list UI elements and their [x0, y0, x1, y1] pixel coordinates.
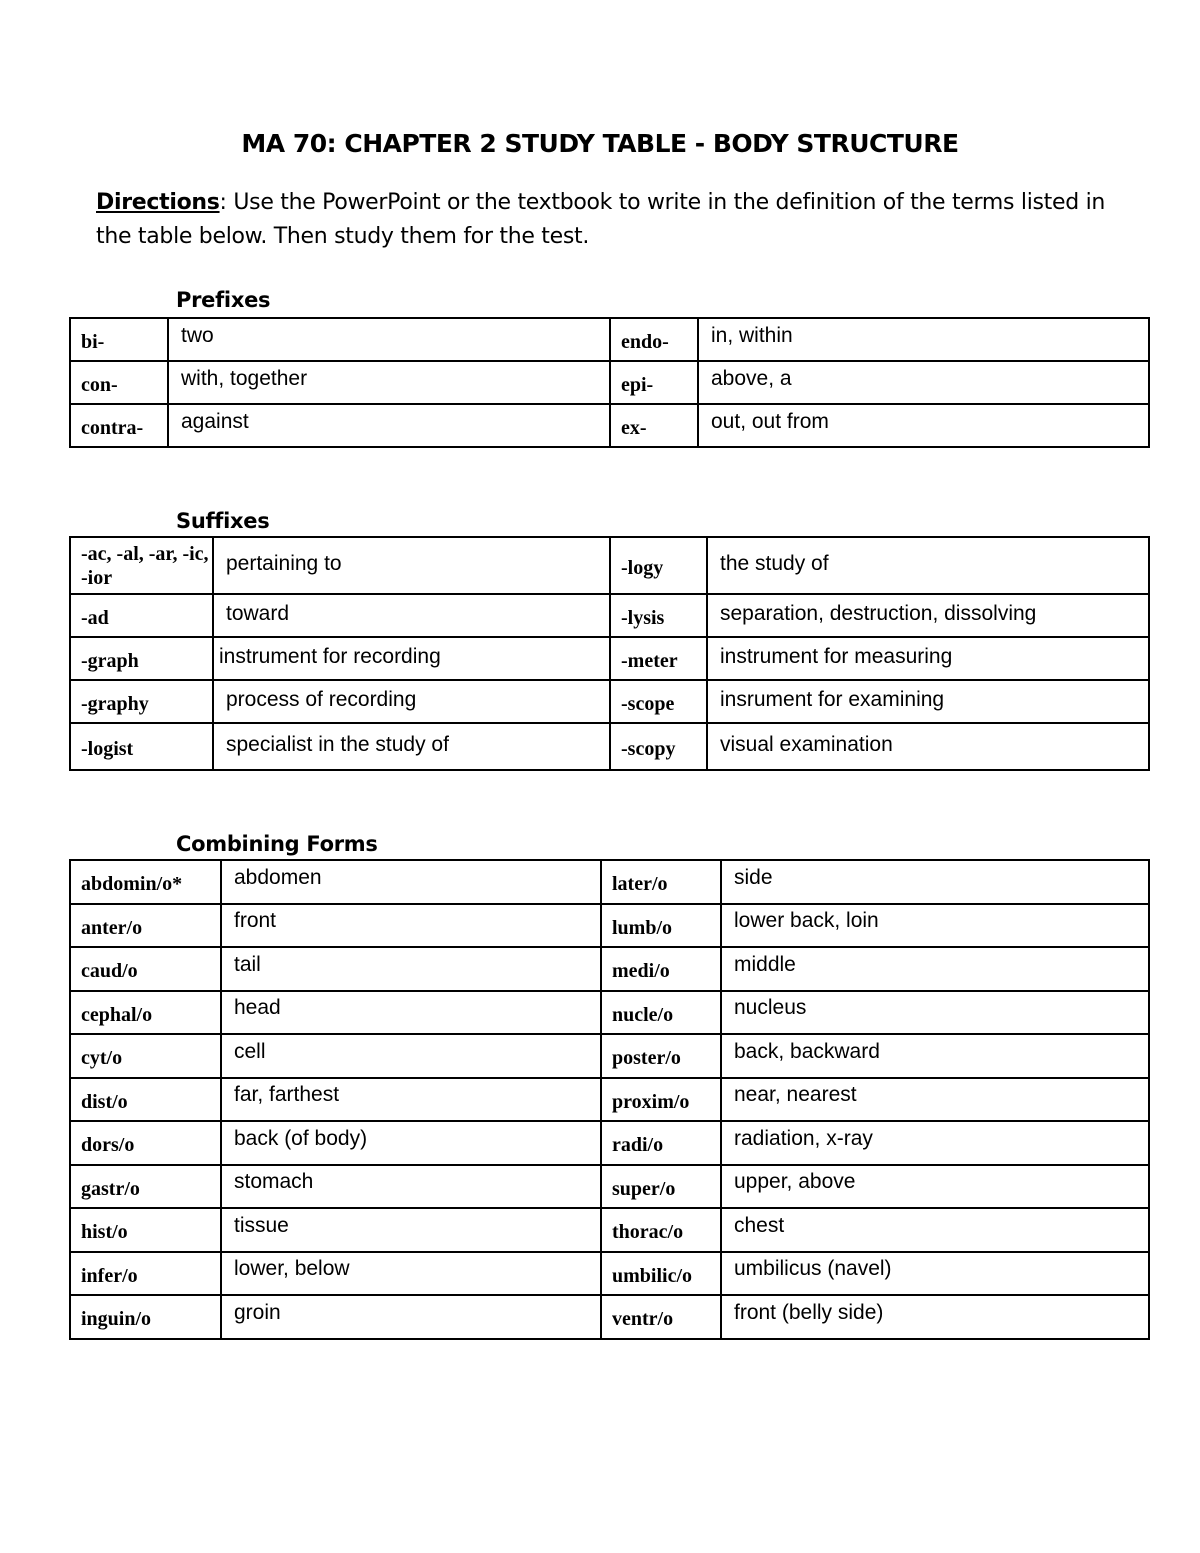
definition-cell[interactable]: head — [221, 991, 601, 1035]
term-cell: umbilic/o — [601, 1252, 721, 1296]
definition-cell[interactable]: two — [168, 318, 610, 361]
term-cell: -logist — [70, 723, 213, 770]
definition-cell[interactable]: front — [221, 904, 601, 948]
table-row — [70, 537, 1149, 594]
definition-cell[interactable]: upper, above — [721, 1165, 1149, 1209]
term-cell: hist/o — [70, 1208, 221, 1252]
term-cell: abdomin/o* — [70, 860, 221, 904]
term-cell: medi/o — [601, 947, 721, 991]
definition-cell[interactable]: middle — [721, 947, 1149, 991]
term-cell: -scope — [610, 680, 707, 723]
term-cell: poster/o — [601, 1034, 721, 1078]
table-row — [70, 361, 1149, 404]
definition-cell[interactable]: side — [721, 860, 1149, 904]
term-cell: cephal/o — [70, 991, 221, 1035]
term-cell: -scopy — [610, 723, 707, 770]
definition-cell[interactable]: pertaining to — [213, 537, 610, 594]
table-row — [70, 991, 1149, 1035]
definition-cell[interactable]: nucleus — [721, 991, 1149, 1035]
term-cell: -ac, -al, -ar, -ic, -ior — [70, 537, 213, 594]
term-cell: dors/o — [70, 1121, 221, 1165]
table-row — [70, 1165, 1149, 1209]
prefixes-table — [69, 317, 1150, 448]
definition-cell[interactable]: with, together — [168, 361, 610, 404]
definition-cell[interactable]: out, out from — [698, 404, 1149, 447]
term-cell: contra- — [70, 404, 168, 447]
term-cell: later/o — [601, 860, 721, 904]
definition-cell[interactable]: above, a — [698, 361, 1149, 404]
definition-cell[interactable]: front (belly side) — [721, 1295, 1149, 1339]
definition-cell[interactable]: chest — [721, 1208, 1149, 1252]
definition-cell[interactable]: groin — [221, 1295, 601, 1339]
definition-cell[interactable]: radiation, x-ray — [721, 1121, 1149, 1165]
table-row — [70, 723, 1149, 770]
definition-cell[interactable]: in, within — [698, 318, 1149, 361]
definition-cell[interactable]: tissue — [221, 1208, 601, 1252]
table-row — [70, 594, 1149, 637]
term-cell: infer/o — [70, 1252, 221, 1296]
term-cell: -lysis — [610, 594, 707, 637]
definition-cell[interactable]: separation, destruction, dissolving — [707, 594, 1149, 637]
directions-label: Directions — [96, 190, 220, 215]
term-cell: epi- — [610, 361, 698, 404]
term-cell: nucle/o — [601, 991, 721, 1035]
definition-cell[interactable]: process of recording — [213, 680, 610, 723]
definition-cell[interactable]: back (of body) — [221, 1121, 601, 1165]
definition-cell[interactable]: tail — [221, 947, 601, 991]
definition-cell[interactable]: abdomen — [221, 860, 601, 904]
term-cell: cyt/o — [70, 1034, 221, 1078]
definition-cell[interactable]: cell — [221, 1034, 601, 1078]
table-row — [70, 637, 1149, 680]
table-row — [70, 1121, 1149, 1165]
definition-cell[interactable]: lower back, loin — [721, 904, 1149, 948]
term-cell: caud/o — [70, 947, 221, 991]
definition-cell[interactable]: near, nearest — [721, 1078, 1149, 1122]
term-cell: -meter — [610, 637, 707, 680]
page-title: MA 70: CHAPTER 2 STUDY TABLE - BODY STRUCTURE — [241, 129, 959, 158]
table-row — [70, 1078, 1149, 1122]
term-cell: anter/o — [70, 904, 221, 948]
term-cell: -logy — [610, 537, 707, 594]
definition-cell[interactable]: insrument for examining — [707, 680, 1149, 723]
definition-cell[interactable]: lower, below — [221, 1252, 601, 1296]
term-cell: ventr/o — [601, 1295, 721, 1339]
term-cell: dist/o — [70, 1078, 221, 1122]
table-row — [70, 904, 1149, 948]
definition-cell[interactable]: back, backward — [721, 1034, 1149, 1078]
combining-forms-table — [69, 859, 1150, 1340]
table-row — [70, 404, 1149, 447]
definition-cell[interactable]: visual examination — [707, 723, 1149, 770]
definition-cell[interactable]: toward — [213, 594, 610, 637]
directions-text: : Use the PowerPoint or the textbook to write in the definition of the terms listed in the table below. Then study them for the test. — [96, 190, 1106, 249]
definition-cell[interactable]: against — [168, 404, 610, 447]
definition-cell[interactable]: instrument for measuring — [707, 637, 1149, 680]
table-row — [70, 947, 1149, 991]
term-cell: thorac/o — [601, 1208, 721, 1252]
prefixes-heading: Prefixes — [176, 288, 271, 312]
term-cell: ex- — [610, 404, 698, 447]
suffixes-heading: Suffixes — [176, 509, 270, 533]
term-cell: bi- — [70, 318, 168, 361]
term-cell: super/o — [601, 1165, 721, 1209]
term-cell: inguin/o — [70, 1295, 221, 1339]
definition-cell[interactable]: specialist in the study of — [213, 723, 610, 770]
table-row — [70, 1034, 1149, 1078]
combining-forms-heading: Combining Forms — [176, 832, 378, 856]
table-row — [70, 1252, 1149, 1296]
term-cell: con- — [70, 361, 168, 404]
term-cell: -ad — [70, 594, 213, 637]
definition-cell[interactable]: the study of — [707, 537, 1149, 594]
definition-cell[interactable]: instrument for recording — [213, 637, 610, 680]
term-cell: lumb/o — [601, 904, 721, 948]
table-row — [70, 860, 1149, 904]
definition-cell[interactable]: far, farthest — [221, 1078, 601, 1122]
table-row — [70, 1295, 1149, 1339]
suffixes-table — [69, 536, 1150, 771]
term-cell: endo- — [610, 318, 698, 361]
term-cell: gastr/o — [70, 1165, 221, 1209]
table-row — [70, 1208, 1149, 1252]
term-cell: radi/o — [601, 1121, 721, 1165]
term-cell: proxim/o — [601, 1078, 721, 1122]
table-row — [70, 680, 1149, 723]
table-row — [70, 318, 1149, 361]
term-cell: -graph — [70, 637, 213, 680]
definition-cell[interactable]: stomach — [221, 1165, 601, 1209]
term-cell: -graphy — [70, 680, 213, 723]
definition-cell[interactable]: umbilicus (navel) — [721, 1252, 1149, 1296]
directions-paragraph — [96, 186, 1136, 254]
